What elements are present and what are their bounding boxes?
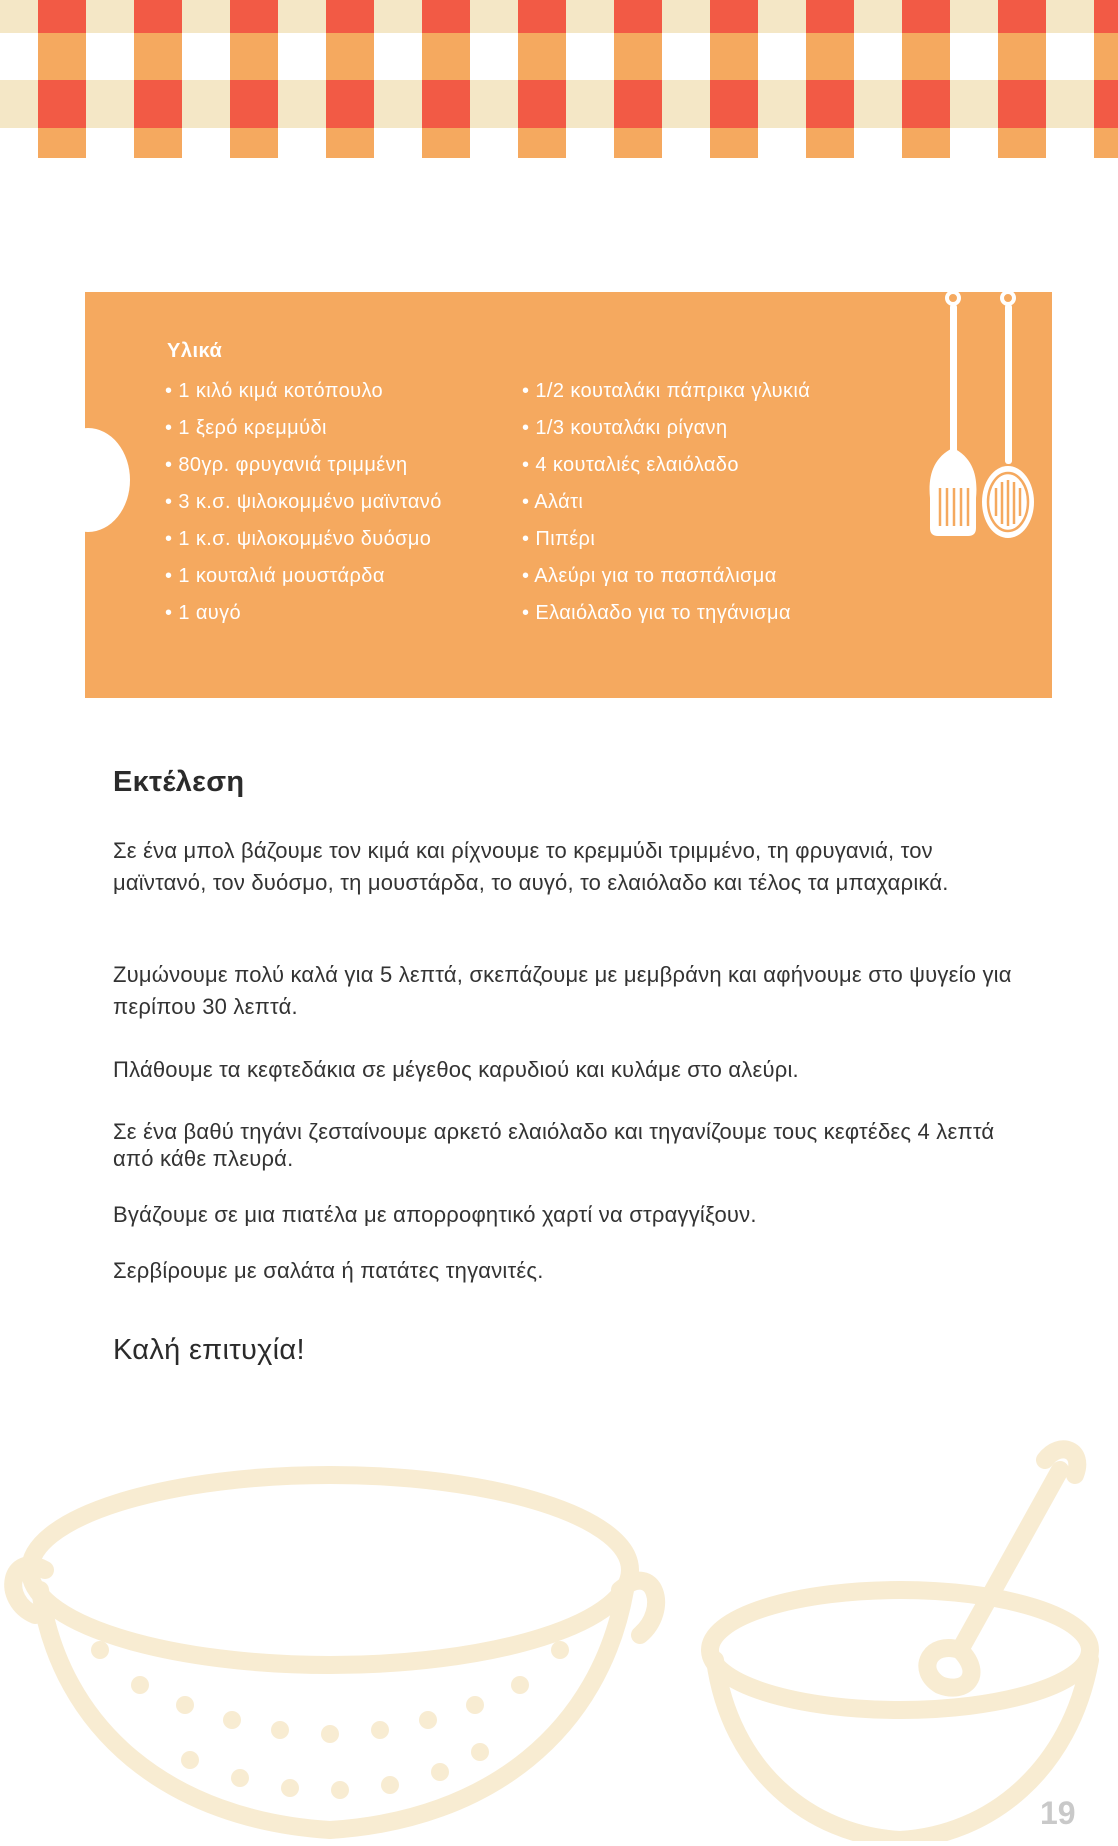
ingredients-list-right: [522, 373, 810, 632]
mixing-bowl-whisk-icon: [710, 1449, 1090, 1840]
instruction-paragraph: Ζυμώνουμε πολύ καλά για 5 λεπτά, σκεπάζουμε με μεμβράνη και αφήνουμε στο ψυγείο για περίπου 30 λεπτά.: [113, 962, 1012, 1019]
ingredients-title: Υλικά: [167, 340, 223, 362]
ingredient-item: • 1 ξερό κρεμμύδι: [165, 410, 442, 447]
ingredient-item: • 80γρ. φρυγανιά τριμμένη: [165, 447, 442, 484]
kitchen-utensils-icon: [920, 288, 1045, 553]
execution-title: Εκτέλεση: [113, 766, 245, 798]
instruction-paragraph: Σερβίρουμε με σαλάτα ή πατάτες τηγανιτές.: [113, 1258, 544, 1283]
ingredient-item: • 4 κουταλιές ελαιόλαδο: [522, 447, 810, 484]
ingredient-item: • 1/3 κουταλάκι ρίγανη: [522, 410, 810, 447]
ingredient-item: • 1/2 κουταλάκι πάπρικα γλυκιά: [522, 373, 810, 410]
instruction-paragraph: Σε ένα μπολ βάζουμε τον κιμά και ρίχνουμε το κρεμμύδι τριμμένο, τη φρυγανιά, τον μαϊντανό, τον δυόσμο, τη μουστάρδα, το αυγό, το ελαιόλαδο και τέλος τα μπαχαρικά.: [113, 838, 949, 895]
card-perforation: [85, 288, 1052, 296]
footer-decoration: [0, 1440, 1118, 1846]
card-notch: [46, 428, 130, 532]
closing-line: Καλή επιτυχία!: [113, 1334, 305, 1366]
instruction-paragraph: Πλάθουμε τα κεφτεδάκια σε μέγεθος καρυδιού και κυλάμε στο αλεύρι.: [113, 1057, 799, 1082]
ingredient-item: • 3 κ.σ. ψιλοκομμένο μαϊντανό: [165, 484, 442, 521]
ingredient-item: • Πιπέρι: [522, 521, 810, 558]
ingredients-list-left: [165, 373, 442, 632]
ingredient-item: • 1 κιλό κιμά κοτόπουλο: [165, 373, 442, 410]
instruction-paragraph: Σε ένα βαθύ τηγάνι ζεσταίνουμε αρκετό ελαιόλαδο και τηγανίζουμε τους κεφτέδες 4 λεπτά από κάθε πλευρά.: [113, 1119, 995, 1171]
ingredient-item: • 1 κουταλιά μουστάρδα: [165, 558, 442, 595]
ingredient-item: • 1 κ.σ. ψιλοκομμένο δυόσμο: [165, 521, 442, 558]
instruction-paragraph: Βγάζουμε σε μια πιατέλα με απορροφητικό χαρτί να στραγγίξουν.: [113, 1202, 757, 1227]
ingredient-item: • Αλεύρι για το πασπάλισμα: [522, 558, 810, 595]
gingham-header: [0, 0, 1118, 158]
ingredient-item: • Αλάτι: [522, 484, 810, 521]
page-number: 19: [1040, 1795, 1076, 1831]
ingredient-item: • Ελαιόλαδο για το τηγάνισμα: [522, 595, 810, 632]
ingredient-item: • 1 αυγό: [165, 595, 442, 632]
